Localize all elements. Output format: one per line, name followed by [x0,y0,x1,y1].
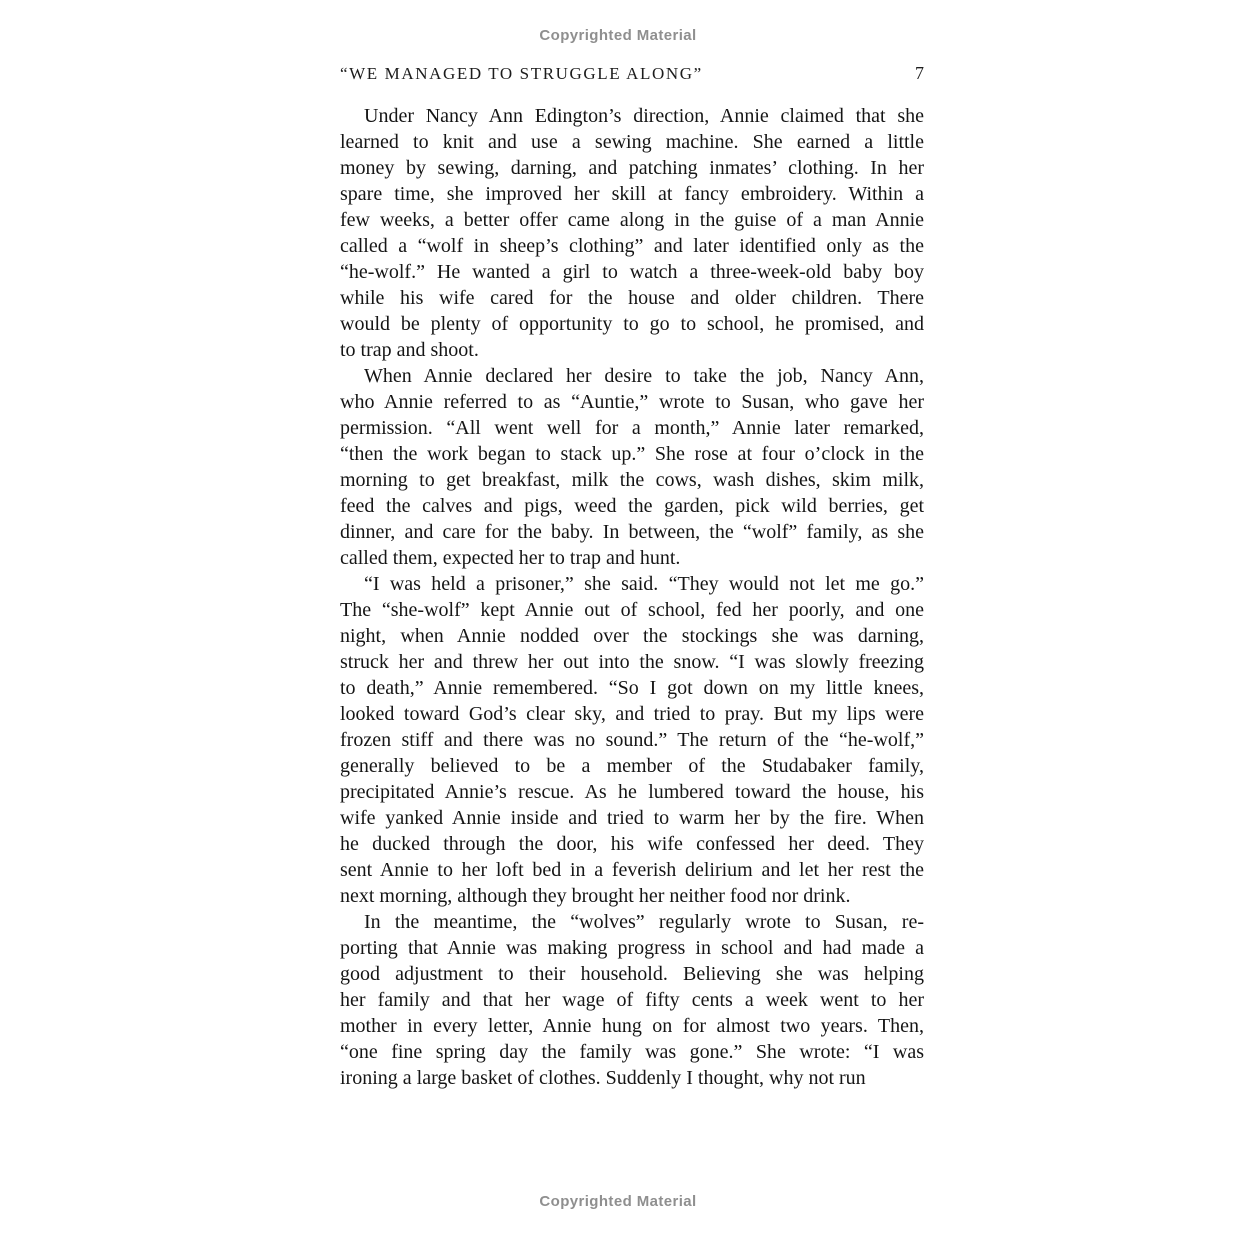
text-line: “he-wolf.” He wanted a girl to watch a three-week-old baby boy [340,261,924,283]
text-line: spare time, she improved her skill at fancy embroidery. Within a [340,183,924,205]
text-line: When Annie declared her desire to take the job, Nancy Ann, [364,365,924,387]
text-line: to trap and shoot. [340,339,479,361]
running-header [340,63,924,84]
copyright-notice-top: Copyrighted Material [539,27,697,44]
text-line: who Annie referred to as “Auntie,” wrote to Susan, who gave her [340,391,924,413]
copyright-notice-bottom: Copyrighted Material [539,1193,697,1210]
text-line: her family and that her wage of fifty cents a week went to her [340,989,924,1011]
text-line: feed the calves and pigs, weed the garden, pick wild berries, get [340,495,924,517]
text-line: porting that Annie was making progress in school and had made a [340,937,924,959]
text-line: would be plenty of opportunity to go to school, he promised, and [340,313,924,335]
paragraph [340,103,924,363]
text-line: looked toward God’s clear sky, and tried to pray. But my lips were [340,703,924,725]
text-line: “I was held a prisoner,” she said. “They would not let me go.” [364,573,924,595]
text-line: generally believed to be a member of the Studabaker family, [340,755,924,777]
text-line: called them, expected her to trap and hunt. [340,547,681,569]
text-line: night, when Annie nodded over the stockings she was darning, [340,625,924,647]
text-line: In the meantime, the “wolves” regularly wrote to Susan, re- [364,911,924,933]
text-line: next morning, although they brought her neither food nor drink. [340,885,851,907]
text-line: wife yanked Annie inside and tried to warm her by the fire. When [340,807,924,829]
text-line: “one fine spring day the family was gone.” She wrote: “I was [340,1041,924,1063]
text-line: mother in every letter, Annie hung on for almost two years. Then, [340,1015,924,1037]
text-line: The “she-wolf” kept Annie out of school, fed her poorly, and one [340,599,924,621]
text-line: few weeks, a better offer came along in the guise of a man Annie [340,209,924,231]
page-number: 7 [915,63,924,83]
body-text [340,103,924,1091]
text-line: to death,” Annie remembered. “So I got down on my little knees, [340,677,924,699]
text-line: frozen stiff and there was no sound.” The return of the “he-wolf,” [340,729,924,751]
text-line: learned to knit and use a sewing machine. She earned a little [340,131,924,153]
text-line: struck her and threw her out into the snow. “I was slowly freezing [340,651,924,673]
text-line: morning to get breakfast, milk the cows, wash dishes, skim milk, [340,469,924,491]
text-line: precipitated Annie’s rescue. As he lumbered toward the house, his [340,781,924,803]
text-line: Under Nancy Ann Edington’s direction, Annie claimed that she [364,105,924,127]
text-line: permission. “All went well for a month,” Annie later remarked, [340,417,924,439]
chapter-title: “WE MANAGED TO STRUGGLE ALONG” [340,64,703,83]
text-line: ironing a large basket of clothes. Suddenly I thought, why not run [340,1067,866,1089]
text-line: “then the work began to stack up.” She rose at four o’clock in the [340,443,924,465]
text-line: he ducked through the door, his wife confessed her deed. They [340,833,924,855]
paragraph [340,909,924,1091]
paragraph [340,571,924,909]
text-line: money by sewing, darning, and patching inmates’ clothing. In her [340,157,924,179]
text-line: while his wife cared for the house and older children. There [340,287,924,309]
text-line: good adjustment to their household. Believing she was helping [340,963,924,985]
text-line: called a “wolf in sheep’s clothing” and later identified only as the [340,235,924,257]
text-line: sent Annie to her loft bed in a feverish delirium and let her rest the [340,859,924,881]
paragraph [340,363,924,571]
text-line: dinner, and care for the baby. In between, the “wolf” family, as she [340,521,924,543]
